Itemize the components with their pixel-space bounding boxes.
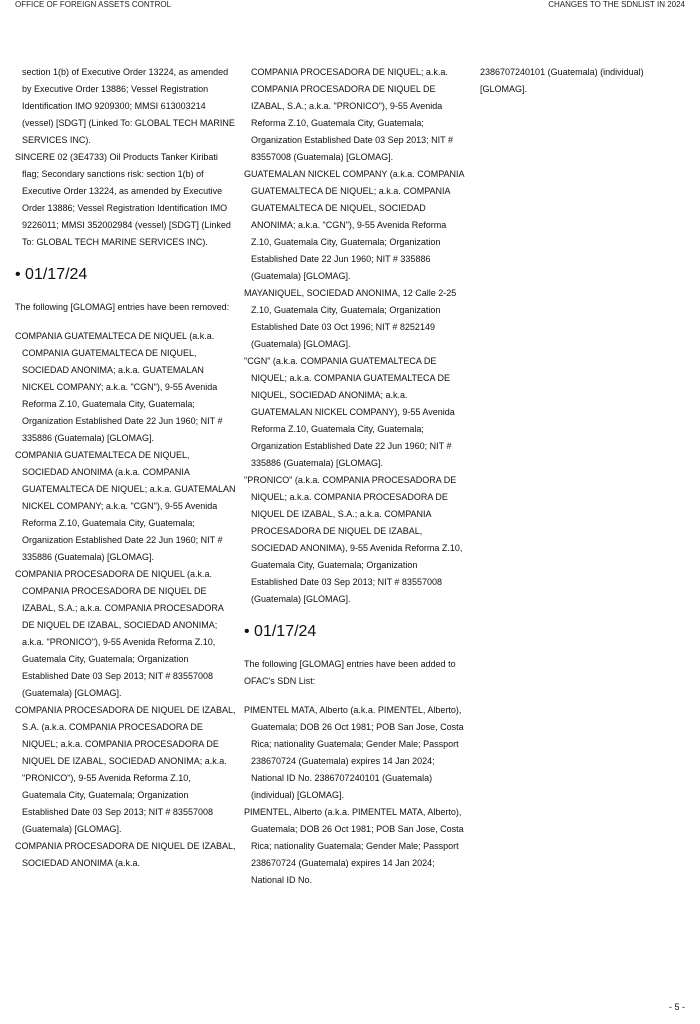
sdn-entry: "CGN" (a.k.a. COMPANIA GUATEMALTECA DE NIQUEL; a.k.a. COMPANIA GUATEMALTECA DE NIQUEL, SOCIEDAD ANONIMA; a.k.a. GUATEMALAN NICKEL COMPANY), 9-55 Avenida Reforma Z.10, Guatemala City, Guatemala; Organization Established Date 22 Jun 1960; NIT # 335886 (Guatemala) [GLOMAG]. (244, 356, 455, 468)
sdn-entry: GUATEMALAN NICKEL COMPANY (a.k.a. COMPANIA GUATEMALTECA DE NIQUEL; a.k.a. COMPANIA GUATEMALTECA DE NIQUEL, SOCIEDAD ANONIMA; a.k.a. "CGN"), 9-55 Avenida Reforma Z.10, Guatemala City, Guatemala; Organization Established Date 22 Jun 1960; NIT # 335886 (Guatemala) [GLOMAG]. (244, 169, 465, 281)
sdn-entry: PIMENTEL, Alberto (a.k.a. PIMENTEL MATA, Alberto), Guatemala; DOB 26 Oct 1981; POB San Jose, Costa Rica; nationality Guatemala; Gender Male; Passport 238670724 (Guatemala) expires 14 Jan 2024; National ID No. (244, 807, 464, 885)
continued-entry: 2386707240101 (Guatemala) (individual) [GLOMAG]. (480, 67, 644, 94)
sdn-entry: COMPANIA PROCESADORA DE NIQUEL DE IZABAL, S.A. (a.k.a. COMPANIA PROCESADORA DE NIQUEL; a.k.a. COMPANIA PROCESADORA DE NIQUEL DE IZABAL, SOCIEDAD ANONIMA; a.k.a. "PRONICO"), 9-55 Avenida Reforma Z.10, Guatemala City, Guatemala; Organization Established Date 03 Sep 2013; NIT # 83557008 (Guatemala) [GLOMAG]. (15, 705, 236, 834)
column-3 (473, 64, 685, 98)
header-title: CHANGES TO THE SDNLIST IN 2024 (548, 0, 685, 9)
sdn-entry: SINCERE 02 (3E4733) Oil Products Tanker Kiribati flag; Secondary sanctions risk: section 1(b) of Executive Order 13224, as amended by Executive Order 13886; Vessel Registration Identification IMO 9226011; MMSI 352002984 (vessel) [SDGT] (Linked To: GLOBAL TECH MARINE SERVICES INC). (15, 152, 231, 247)
sdn-entry: COMPANIA GUATEMALTECA DE NIQUEL, SOCIEDAD ANONIMA (a.k.a. COMPANIA GUATEMALTECA DE NIQUEL; a.k.a. GUATEMALAN NICKEL COMPANY; a.k.a. "CGN"), 9-55 Avenida Reforma Z.10, Guatemala City, Guatemala; Organization Established Date 22 Jun 1960; NIT # 335886 (Guatemala) [GLOMAG]. (15, 450, 236, 562)
sdn-entry: COMPANIA PROCESADORA DE NIQUEL (a.k.a. COMPANIA PROCESADORA DE NIQUEL DE IZABAL, S.A.; a.k.a. COMPANIA PROCESADORA DE NIQUEL DE IZABAL, SOCIEDAD ANONIMA; a.k.a. "PRONICO"), 9-55 Avenida Reforma Z.10, Guatemala City, Guatemala; Organization Established Date 03 Sep 2013; NIT # 83557008 (Guatemala) [GLOMAG]. (15, 569, 224, 698)
section-note: The following [GLOMAG] entries have been removed: (15, 302, 230, 312)
section-date-heading: • 01/17/24 (15, 266, 88, 283)
continued-entry: section 1(b) of Executive Order 13224, as amended by Executive Order 13886; Vessel Registration Identification IMO 9209300; MMSI 613003214 (vessel) [SDGT] (Linked To: GLOBAL TECH MARINE SERVICES INC). (22, 67, 235, 145)
page-header (0, 0, 700, 14)
header-agency: OFFICE OF FOREIGN ASSETS CONTROL (15, 0, 172, 9)
page-number: - 5 - (668, 1002, 685, 1012)
section-note: The following [GLOMAG] entries have been added to OFAC's SDN List: (244, 659, 456, 686)
sdn-entry: COMPANIA PROCESADORA DE NIQUEL DE IZABAL, SOCIEDAD ANONIMA (a.k.a. (15, 841, 236, 868)
sdn-entry: COMPANIA GUATEMALTECA DE NIQUEL (a.k.a. COMPANIA GUATEMALTECA DE NIQUEL, SOCIEDAD ANONIMA; a.k.a. GUATEMALAN NICKEL COMPANY; a.k.a. "CGN"), 9-55 Avenida Reforma Z.10, Guatemala City, Guatemala; Organization Established Date 22 Jun 1960; NIT # 335886 (Guatemala) [GLOMAG]. (15, 331, 223, 443)
column-1 (15, 64, 237, 872)
sdn-entry: MAYANIQUEL, SOCIEDAD ANONIMA, 12 Calle 2-25 Z.10, Guatemala City, Guatemala; Organization Established Date 03 Oct 1996; NIT # 8252149 (Guatemala) [GLOMAG]. (244, 288, 457, 349)
sdn-entry: PIMENTEL MATA, Alberto (a.k.a. PIMENTEL, Alberto), Guatemala; DOB 26 Oct 1981; POB San Jose, Costa Rica; nationality Guatemala; Gender Male; Passport 238670724 (Guatemala) expires 14 Jan 2024; National ID No. 2386707240101 (Guatemala) (individual) [GLOMAG]. (244, 705, 464, 800)
section-date-heading: • 01/17/24 (244, 623, 317, 640)
sdn-entry: "PRONICO" (a.k.a. COMPANIA PROCESADORA DE NIQUEL; a.k.a. COMPANIA PROCESADORA DE NIQUEL DE IZABAL, S.A.; a.k.a. COMPANIA PROCESADORA DE NIQUEL DE IZABAL, SOCIEDAD ANONIMA), 9-55 Avenida Reforma Z.10, Guatemala City, Guatemala; Organization Established Date 03 Sep 2013; NIT # 83557008 (Guatemala) [GLOMAG]. (244, 475, 463, 604)
column-2 (244, 64, 466, 889)
continued-entry: COMPANIA PROCESADORA DE NIQUEL; a.k.a. COMPANIA PROCESADORA DE NIQUEL DE IZABAL, S.A.; a.k.a. "PRONICO"), 9-55 Avenida Reforma Z.10, Guatemala City, Guatemala; Organization Established Date 03 Sep 2013; NIT # 83557008 (Guatemala) [GLOMAG]. (251, 67, 453, 162)
